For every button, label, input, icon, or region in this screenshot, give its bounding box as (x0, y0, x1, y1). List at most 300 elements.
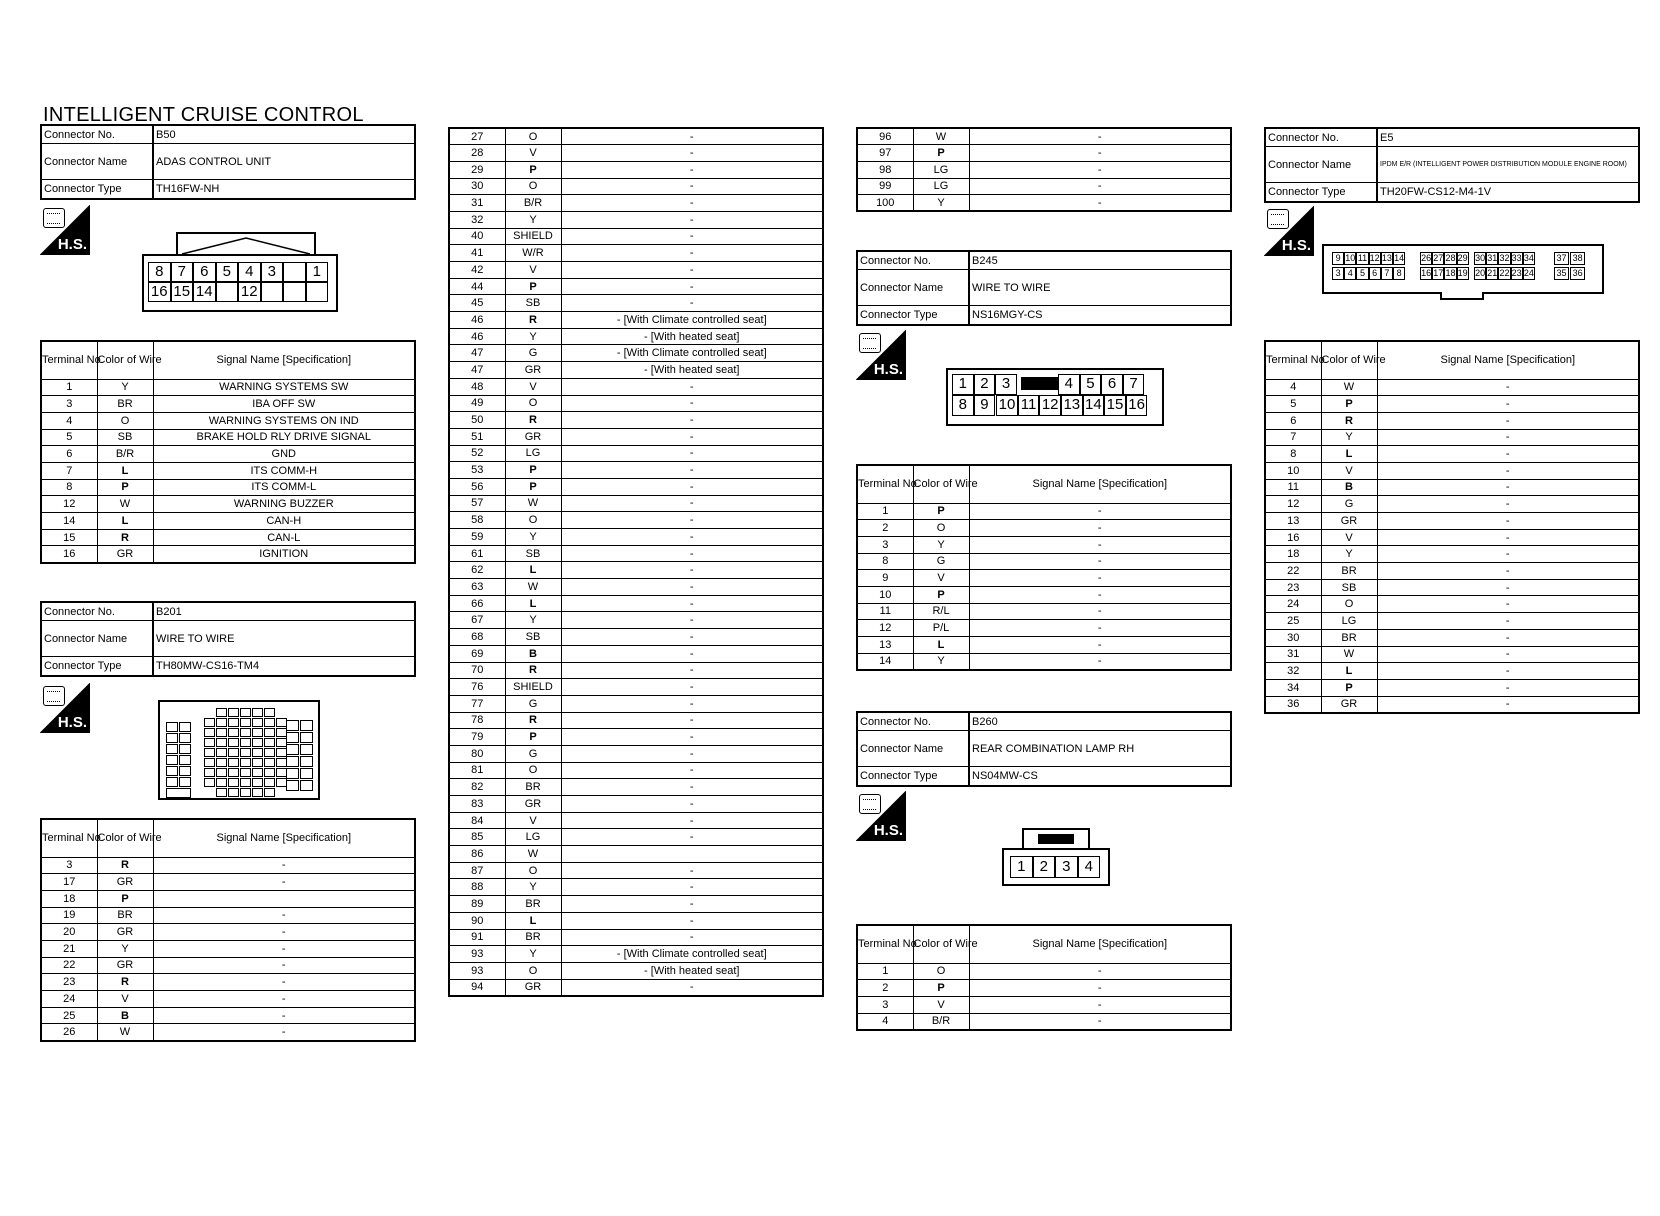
table-row (449, 762, 823, 779)
terminal-no-cell: 28 (449, 145, 505, 162)
pin-cell (252, 748, 263, 757)
signal-name-cell: - (561, 762, 823, 779)
signal-name-cell: CAN-L (153, 529, 415, 546)
pin-cell: 11 (1357, 253, 1368, 263)
wire-color-cell: W (97, 496, 153, 513)
pin-cell: 6 (1101, 374, 1123, 395)
terminal-no-cell: 69 (449, 645, 505, 662)
table-row (449, 812, 823, 829)
table-row (449, 428, 823, 445)
wire-color-cell: L (1321, 446, 1377, 463)
pin-cell (252, 758, 263, 767)
pin-cell: 1 (1010, 856, 1033, 878)
terminal-no-cell: 85 (449, 829, 505, 846)
signal-name-cell: - (561, 462, 823, 479)
signal-name-cell: - [With heated seat] (561, 328, 823, 345)
pin-cell (166, 755, 178, 765)
terminal-no-cell: 94 (449, 979, 505, 996)
pin-cell: 13 (1381, 253, 1392, 263)
terminal-no-cell: 13 (857, 637, 913, 654)
table-row (449, 562, 823, 579)
signal-name-cell: ITS COMM-L (153, 479, 415, 496)
connector-type-value: NS04MW-CS (972, 770, 1038, 782)
signal-name-cell: - (969, 1013, 1231, 1030)
terminal-no-cell: 80 (449, 745, 505, 762)
signal-name-cell: - (1377, 479, 1639, 496)
terminal-no-cell: 7 (41, 462, 97, 479)
terminal-no-cell: 12 (857, 620, 913, 637)
connector-type-value: NS16MGY-CS (972, 309, 1043, 321)
connector-type-value: TH80MW-CS16-TM4 (156, 660, 260, 672)
terminal-no-cell: 83 (449, 796, 505, 813)
table-row (1265, 379, 1639, 396)
table-row (449, 679, 823, 696)
wire-color-cell: G (505, 345, 561, 362)
wire-color-cell: P (97, 479, 153, 496)
table-row (449, 195, 823, 212)
terminal-no-cell: 93 (449, 962, 505, 979)
wire-color-cell: GR (505, 796, 561, 813)
table-row (41, 513, 415, 530)
pin-cell: 16 (148, 282, 171, 302)
signal-name-cell: - (969, 161, 1231, 178)
table-row (449, 512, 823, 529)
table-row (449, 645, 823, 662)
terminal-no-cell: 18 (41, 890, 97, 907)
table-row (449, 445, 823, 462)
connector-name-value: WIRE TO WIRE (972, 281, 1051, 294)
terminal-no-cell: 22 (1265, 563, 1321, 580)
terminal-no-cell: 1 (857, 503, 913, 520)
signal-name-cell: - (561, 779, 823, 796)
signal-name-cell: - (561, 595, 823, 612)
pin-cell: 8 (1393, 267, 1405, 280)
pin-cell (216, 708, 227, 717)
pin-cell: 24 (1523, 268, 1534, 278)
pin-cell (166, 766, 178, 776)
connector-type-label: Connector Type (858, 306, 970, 324)
terminal-no-cell: 68 (449, 629, 505, 646)
wire-color-cell: Y (505, 612, 561, 629)
terminal-no-cell: 42 (449, 262, 505, 279)
pin-cell: 14 (1083, 395, 1105, 416)
wire-color-cell: L (97, 513, 153, 530)
pin-cell (216, 758, 227, 767)
pin-cell (179, 733, 191, 743)
table-row (449, 161, 823, 178)
column-1 (40, 124, 416, 200)
table-row (41, 1007, 415, 1024)
pin-cell: 7 (1123, 374, 1145, 395)
terminal-no-cell: 7 (1265, 429, 1321, 446)
pin-cell (179, 755, 191, 765)
pin-cell (228, 758, 239, 767)
signal-name-cell: - (561, 579, 823, 596)
terminal-no-cell: 8 (1265, 446, 1321, 463)
pin-cell: 15 (1104, 395, 1126, 416)
pin-cell (300, 756, 313, 767)
wire-color-cell: V (1321, 529, 1377, 546)
signal-name-cell: - (969, 503, 1231, 520)
table-row (449, 395, 823, 412)
connector-name-value: IPDM E/R (INTELLIGENT POWER DISTRIBUTION MODULE ENGINE ROOM) (1380, 161, 1627, 168)
table-row (857, 637, 1231, 654)
table-row (41, 446, 415, 463)
terminal-no-cell: 2 (857, 520, 913, 537)
table-row (1265, 646, 1639, 663)
pin-cell (228, 708, 239, 717)
terminal-no-cell: 98 (857, 161, 913, 178)
pin-cell (216, 728, 227, 737)
terminal-table-b201-part-3 (856, 127, 1232, 212)
column-1-b201 (40, 601, 416, 677)
wire-color-cell: L (505, 912, 561, 929)
pin-cell: 16 (1126, 395, 1148, 416)
terminal-table-b201-part-2 (448, 127, 824, 997)
wire-color-cell: B (505, 645, 561, 662)
pin-cell (204, 738, 215, 747)
pin-cell: 1 (952, 374, 974, 395)
terminal-no-header: Terminal No. (857, 925, 913, 963)
signal-name-header: Signal Name [Specification] (969, 925, 1231, 963)
table-row (449, 662, 823, 679)
terminal-no-cell: 78 (449, 712, 505, 729)
terminal-no-cell: 15 (41, 529, 97, 546)
table-row (449, 695, 823, 712)
terminal-no-cell: 61 (449, 545, 505, 562)
table-row (1265, 613, 1639, 630)
pin-cell (300, 720, 313, 731)
table-row (41, 857, 415, 874)
table-row (857, 161, 1231, 178)
wire-color-cell: O (505, 762, 561, 779)
signal-name-cell: - (969, 996, 1231, 1013)
table-row (449, 712, 823, 729)
wire-color-cell: BR (505, 929, 561, 946)
pin-cell (204, 758, 215, 767)
terminal-no-cell: 93 (449, 946, 505, 963)
terminal-no-cell: 23 (1265, 579, 1321, 596)
table-row (1265, 663, 1639, 680)
signal-name-cell: - (561, 128, 823, 145)
terminal-no-cell: 18 (1265, 546, 1321, 563)
connector-face-e5 (1322, 244, 1604, 300)
table-row (857, 1013, 1231, 1030)
signal-name-cell: - (561, 695, 823, 712)
wire-color-cell: SB (505, 545, 561, 562)
color-of-wire-header: Color of Wire (913, 925, 969, 963)
wire-color-cell: Y (505, 879, 561, 896)
wire-color-cell: P (505, 161, 561, 178)
wire-color-cell: GR (1321, 513, 1377, 530)
signal-name-cell: - (969, 178, 1231, 195)
pin-cell (240, 708, 251, 717)
table-row (41, 874, 415, 891)
signal-name-header: Signal Name [Specification] (153, 819, 415, 857)
signal-name-cell: - [With Climate controlled seat] (561, 946, 823, 963)
terminal-no-cell: 23 (41, 974, 97, 991)
connector-type-value: TH20FW-CS12-M4-1V (1380, 186, 1492, 198)
connector-face-b201 (158, 700, 320, 800)
wire-color-cell: P (505, 462, 561, 479)
terminal-no-cell: 48 (449, 378, 505, 395)
terminal-table-e5 (1264, 340, 1640, 714)
connector-name-label: Connector Name (858, 270, 970, 305)
pin-cell (264, 788, 275, 797)
terminal-no-header: Terminal No. (41, 819, 97, 857)
pin-cell: 16 (1421, 268, 1432, 278)
pin-cell (300, 768, 313, 779)
table-row (41, 496, 415, 513)
signal-name-cell: - (561, 712, 823, 729)
pin-cell (286, 756, 299, 767)
table-row (449, 979, 823, 996)
connector-type-label: Connector Type (1266, 183, 1378, 201)
pin-cell (228, 728, 239, 737)
signal-name-cell: - (561, 679, 823, 696)
wire-color-cell: B/R (97, 446, 153, 463)
terminal-no-cell: 84 (449, 812, 505, 829)
terminal-no-cell: 50 (449, 412, 505, 429)
pin-cell (216, 282, 239, 302)
pin-cell: 14 (193, 282, 216, 302)
wire-color-cell: G (505, 695, 561, 712)
pin-cell: 32 (1499, 253, 1510, 263)
terminal-no-cell: 20 (41, 924, 97, 941)
pin-cell (252, 778, 263, 787)
pin-cell (264, 758, 275, 767)
signal-name-cell: - (561, 278, 823, 295)
terminal-no-cell: 4 (857, 1013, 913, 1030)
wire-color-cell: Y (97, 940, 153, 957)
wire-color-cell: B/R (913, 1013, 969, 1030)
pin-cell: 31 (1487, 253, 1498, 263)
table-row (1265, 462, 1639, 479)
table-row (41, 974, 415, 991)
table-row (857, 195, 1231, 212)
terminal-no-cell: 21 (41, 940, 97, 957)
terminal-no-cell: 44 (449, 278, 505, 295)
terminal-no-cell: 32 (449, 211, 505, 228)
table-row (1265, 513, 1639, 530)
signal-name-cell: - (969, 637, 1231, 654)
table-row (449, 211, 823, 228)
signal-name-cell: - [With heated seat] (561, 362, 823, 379)
table-row (449, 846, 823, 863)
terminal-no-cell: 4 (41, 412, 97, 429)
table-row (449, 879, 823, 896)
signal-name-cell: - (969, 620, 1231, 637)
signal-name-cell: - (969, 980, 1231, 997)
page-title: INTELLIGENT CRUISE CONTROL (43, 104, 364, 126)
pin-cell: 19 (1457, 268, 1468, 278)
table-row (449, 262, 823, 279)
table-row (449, 278, 823, 295)
wire-color-cell: P (1321, 396, 1377, 413)
terminal-no-cell: 97 (857, 145, 913, 162)
pin-cell (286, 780, 299, 791)
signal-name-cell (153, 890, 415, 907)
table-row (857, 128, 1231, 145)
signal-name-cell: - (153, 940, 415, 957)
pin-cell (228, 748, 239, 757)
table-row (857, 963, 1231, 980)
table-row (41, 924, 415, 941)
terminal-no-cell: 3 (857, 536, 913, 553)
pin-cell (166, 788, 191, 798)
table-row (449, 545, 823, 562)
pin-cell: 37 (1554, 252, 1569, 265)
pin-cell: 22 (1499, 268, 1510, 278)
table-row (857, 586, 1231, 603)
signal-name-cell: - (1377, 412, 1639, 429)
wire-color-cell: W (505, 846, 561, 863)
pin-cell: 5 (1080, 374, 1102, 395)
wire-color-cell: SB (505, 295, 561, 312)
signal-name-cell: - (561, 478, 823, 495)
terminal-no-cell: 4 (1265, 379, 1321, 396)
terminal-no-cell: 13 (1265, 513, 1321, 530)
pin-cell: 28 (1445, 253, 1456, 263)
terminal-no-cell: 11 (857, 603, 913, 620)
wire-color-cell: B (1321, 479, 1377, 496)
terminal-no-cell: 57 (449, 495, 505, 512)
pin-cell (252, 718, 263, 727)
signal-name-cell: - (1377, 396, 1639, 413)
signal-name-cell: - (561, 912, 823, 929)
terminal-no-cell: 53 (449, 462, 505, 479)
pin-cell (166, 744, 178, 754)
table-row (857, 503, 1231, 520)
connector-name-label: Connector Name (1266, 147, 1378, 182)
signal-name-cell: IGNITION (153, 546, 415, 563)
lock-tab (1021, 377, 1059, 390)
signal-name-cell: - (1377, 513, 1639, 530)
table-row (449, 829, 823, 846)
table-row (41, 546, 415, 563)
wire-color-cell: L (97, 462, 153, 479)
wire-color-cell: SHIELD (505, 679, 561, 696)
signal-name-cell: - (561, 629, 823, 646)
pin-cell: 7 (1381, 267, 1393, 280)
wire-color-cell: O (913, 520, 969, 537)
terminal-no-cell: 10 (857, 586, 913, 603)
connector-type-label: Connector Type (858, 767, 970, 785)
connector-name-value: WIRE TO WIRE (156, 632, 235, 645)
table-row (857, 603, 1231, 620)
signal-name-cell: GND (153, 446, 415, 463)
terminal-no-cell: 63 (449, 579, 505, 596)
signal-name-cell: - (969, 586, 1231, 603)
pin-cell (204, 748, 215, 757)
terminal-no-cell: 96 (857, 128, 913, 145)
connector-name-value: REAR COMBINATION LAMP RH (972, 742, 1135, 755)
connector-name-label: Connector Name (42, 144, 154, 179)
terminal-no-cell: 49 (449, 395, 505, 412)
signal-name-cell: - (561, 512, 823, 529)
connector-type-label: Connector Type (42, 180, 154, 198)
wire-color-cell: P/L (913, 620, 969, 637)
pin-cell: 3 (1332, 267, 1344, 280)
table-row (41, 529, 415, 546)
wire-color-cell: P (505, 278, 561, 295)
pin-cell: 4 (1344, 267, 1356, 280)
pin-cell (179, 744, 191, 754)
terminal-no-cell: 30 (449, 178, 505, 195)
wire-color-cell: O (505, 178, 561, 195)
table-row (857, 653, 1231, 670)
table-row (449, 779, 823, 796)
table-row (449, 295, 823, 312)
connector-face-b260 (1002, 828, 1110, 886)
terminal-no-cell: 2 (857, 980, 913, 997)
pin-cell: 6 (193, 262, 216, 282)
terminal-no-cell: 19 (41, 907, 97, 924)
signal-name-cell: - (969, 128, 1231, 145)
terminal-no-cell: 36 (1265, 696, 1321, 713)
pin-cell (252, 768, 263, 777)
terminal-no-cell: 1 (857, 963, 913, 980)
table-row (41, 907, 415, 924)
wire-color-cell: SB (1321, 579, 1377, 596)
connector-type-label: Connector Type (42, 657, 154, 675)
connector-no-label: Connector No. (42, 603, 154, 620)
terminal-no-cell: 16 (1265, 529, 1321, 546)
terminal-no-cell: 3 (857, 996, 913, 1013)
table-row (449, 128, 823, 145)
wire-color-cell: V (505, 145, 561, 162)
pin-cell: 4 (1058, 374, 1080, 395)
wire-color-cell: Y (97, 379, 153, 396)
table-row (1265, 629, 1639, 646)
wire-color-cell: BR (97, 396, 153, 413)
terminal-no-cell: 26 (41, 1024, 97, 1041)
terminal-no-cell: 66 (449, 595, 505, 612)
wire-color-cell: P (505, 478, 561, 495)
pin-cell (240, 778, 251, 787)
wire-color-cell: V (913, 996, 969, 1013)
color-of-wire-header: Color of Wire (1321, 341, 1377, 379)
wire-color-cell: SHIELD (505, 228, 561, 245)
terminal-table-b245 (856, 464, 1232, 671)
signal-name-cell: - (1377, 529, 1639, 546)
pin-cell (264, 728, 275, 737)
wire-color-cell: Y (913, 195, 969, 212)
signal-name-cell: - (561, 412, 823, 429)
terminal-no-cell: 79 (449, 729, 505, 746)
wire-color-cell: R (97, 974, 153, 991)
terminal-no-cell: 30 (1265, 629, 1321, 646)
signal-name-cell: - (561, 378, 823, 395)
wire-color-cell: V (913, 570, 969, 587)
pin-cell (300, 732, 313, 743)
terminal-no-cell: 24 (41, 991, 97, 1008)
signal-name-cell: - (1377, 646, 1639, 663)
connector-face-b50 (142, 232, 338, 312)
pin-cell: 15 (171, 282, 194, 302)
table-row (857, 570, 1231, 587)
table-row (1265, 496, 1639, 513)
pin-cell: 11 (1018, 395, 1040, 416)
signal-name-cell: - (153, 991, 415, 1008)
hs-symbol-icon: H.S. (1264, 206, 1314, 256)
table-row (449, 862, 823, 879)
pin-cell (179, 766, 191, 776)
table-row (857, 980, 1231, 997)
signal-name-cell: - (969, 570, 1231, 587)
pin-cell: 27 (1433, 253, 1444, 263)
terminal-table-b260 (856, 924, 1232, 1031)
